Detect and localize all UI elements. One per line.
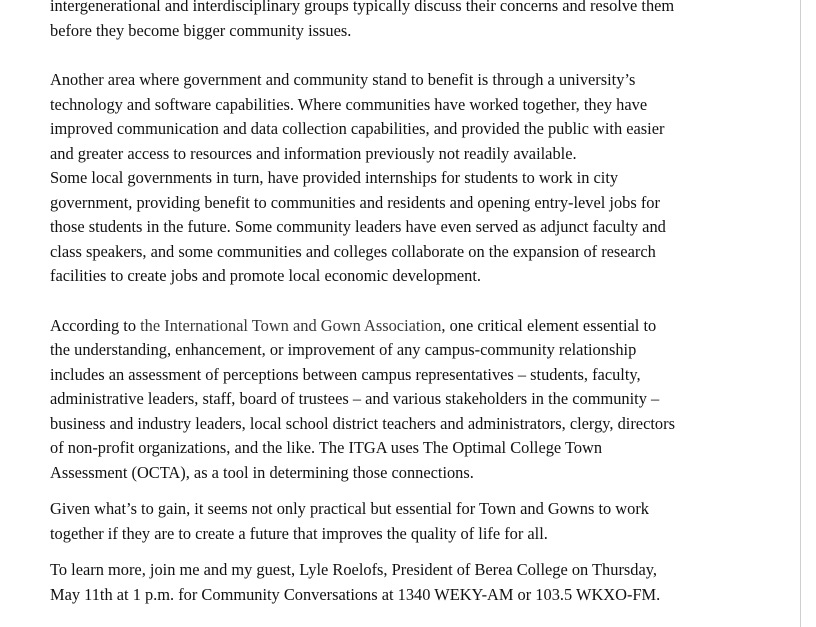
text-line: improved communication and data collection capabilities, and provided the public with easier: [50, 119, 665, 138]
text-line: Assessment (OCTA), as a tool in determining those connections.: [50, 462, 474, 482]
text-line: includes an assessment of perceptions between campus representatives – students, faculty,: [50, 364, 641, 384]
text-line: of non-profit organizations, and the like. The ITGA uses The Optimal College Town: [50, 438, 603, 457]
text-line: intergenerational and interdisciplinary groups typically discuss their concerns and resolve them: [50, 0, 675, 15]
text-line: technology and software capabilities. Where communities have worked together, they have: [50, 94, 648, 114]
text-line: Some local governments in turn, have provided internships for students to work in city: [50, 168, 619, 187]
text-line: Another area where government and community stand to benefit is through a university’s: [50, 70, 636, 89]
text-fragment: According to: [50, 315, 141, 335]
text-line: business and industry leaders, local school district teachers and administrators, clergy, directors: [50, 413, 675, 433]
text-line: facilities to create jobs and promote local economic development.: [50, 266, 482, 285]
paragraph-town-and-gown: [50, 497, 768, 546]
text-line: [50, 316, 656, 335]
paragraph-local-governments: [50, 166, 768, 289]
text-line: and greater access to resources and information previously not readily available.: [50, 143, 577, 163]
paragraph-technology-capabilities: [50, 68, 768, 166]
text-line: administrative leaders, staff, board of trustees – and various stakeholders in the community –: [50, 389, 660, 408]
text-line: government, providing benefit to communities and residents and opening entry-level jobs for: [50, 192, 660, 212]
text-line: before they become bigger community issues.: [50, 20, 352, 40]
text-fragment: , one critical element essential to: [441, 315, 657, 335]
text-line: together if they are to create a future that improves the quality of life for all.: [50, 523, 548, 543]
paragraph-itga-assessment: [50, 314, 768, 486]
paragraph-learn-more: [50, 558, 768, 607]
text-line: To learn more, join me and my guest, Lyle Roelofs, President of Berea College on Thursday,: [50, 560, 657, 579]
paragraph-intergenerational-groups: [50, 0, 768, 43]
text-line: those students in the future. Some community leaders have even served as adjunct faculty and: [50, 217, 666, 236]
text-line: the understanding, enhancement, or improvement of any campus-community relationship: [50, 340, 637, 359]
text-line: Given what’s to gain, it seems not only practical but essential for Town and Gowns to work: [50, 499, 649, 518]
text-line: class speakers, and some communities and colleges collaborate on the expansion of research: [50, 241, 656, 261]
itga-reference: the International Town and Gown Association: [140, 315, 442, 335]
document-body: [50, 0, 768, 607]
text-line: May 11th at 1 p.m. for Community Conversations at 1340 WEKY-AM or 103.5 WKXO-FM.: [50, 584, 661, 604]
